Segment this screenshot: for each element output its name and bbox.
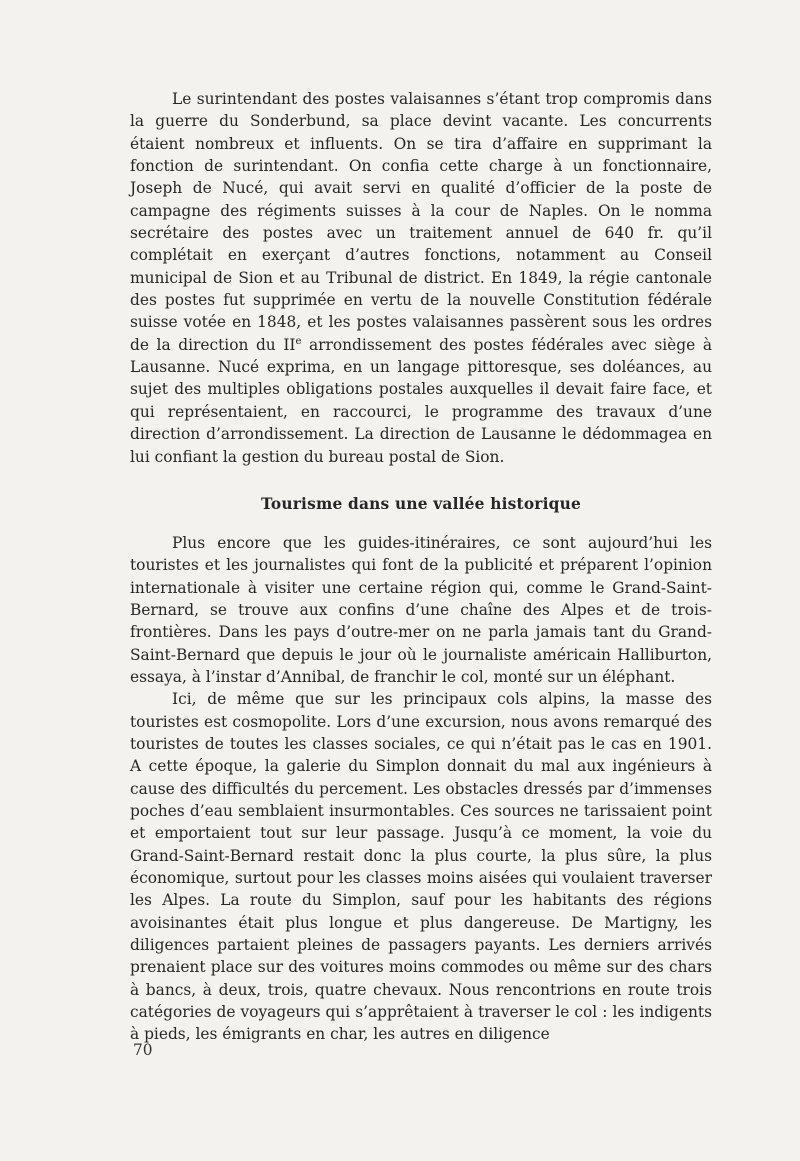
page-number: 70 xyxy=(133,1041,153,1059)
paragraph-cosmopolitan: Ici, de même que sur les principaux cols alpins, la masse des touristes est cosmopolite. Lors d’une excursion, nous avons remarqué des touristes de toutes les classes sociales, ce qui n’était pas le cas en 1901. A cette époque, la galerie du Simplon donnait du mal aux ingénieurs à cause des difficultés du percement. Les obstacles dressés par d’immenses poches d’eau semblaient insurmontables. Ces sources ne tarissaient point et emportaient tout sur leur passage. Jusqu’à ce moment, la voie du Grand-Saint-Bernard restait donc la plus courte, la plus sûre, la plus économique, surtout pour les classes moins aisées qui voulaient traverser les Alpes. La route du Simplon, sauf pour les habitants des régions avoisinantes était plus longue et plus dangereuse. De Martigny, les diligences partaient pleines de passagers payants. Les derniers arrivés prenaient place sur des voitures moins commodes ou même sur des chars à bancs, à deux, trois, quatre chevaux. Nous rencontrions en route trois catégories de voyageurs qui s’apprêtaient à traverser le col : les indigents à pieds, les émigrants en char, les autres en diligence xyxy=(130,690,712,1044)
arrondissement-superscript: e xyxy=(295,335,302,347)
page-body xyxy=(130,88,712,1046)
arrondissement-numeral: II xyxy=(283,335,296,354)
paragraph-1-end: arrondissement des postes fédérales avec siège à Lausanne. Nucé exprima, en un langage pittoresque, ses doléances, au sujet des multiples obligations postales auxquelles il devait faire face, et qui représentaient, en raccourci, le programme des travaux d’une direction d’arrondissement. La direction de Lausanne le dédommagea en lui confiant la gestion du bureau postal de Sion. xyxy=(130,335,712,466)
section-heading: Tourisme dans une vallée historique xyxy=(261,494,581,513)
paragraph-postal-history xyxy=(130,88,712,468)
paragraph-tourism: Plus encore que les guides-itinéraires, ce sont aujourd’hui les touristes et les journalistes qui font de la publicité et préparent l’opinion internationale à visiter une certaine région qui, comme le Grand-Saint-Bernard, se trouve aux confins d’une chaîne des Alpes et de trois-frontières. Dans les pays d’outre-mer on ne parla jamais tant du Grand-Saint-Bernard que depuis le jour où le journaliste américain Halliburton, essaya, à l’instar d’Annibal, de franchir le col, monté sur un éléphant. xyxy=(130,533,712,686)
paragraph-1-text: Le surintendant des postes valaisannes s’étant trop compromis dans la guerre du Sonderbund, sa place devint vacante. Les concurrents étaient nombreux et influents. On se tira d’affaire en supprimant la fonction de surintendant. On confia cette charge à un fonctionnaire, Joseph de Nucé, qui avait servi en qualité d’officier de la poste de campagne des régiments suisses à la cour de Naples. On le nomma secrétaire des postes avec un traitement annuel de 640 fr. qu’il complétait en exerçant d’autres fonctions, notamment au Conseil municipal de Sion et au Tribunal de district. En 1849, la régie cantonale des postes fut supprimée en vertu de la nouvelle Constitution fédérale suisse votée en 1848, et les postes valaisannes passèrent sous les ordres de la direction du xyxy=(130,90,712,354)
